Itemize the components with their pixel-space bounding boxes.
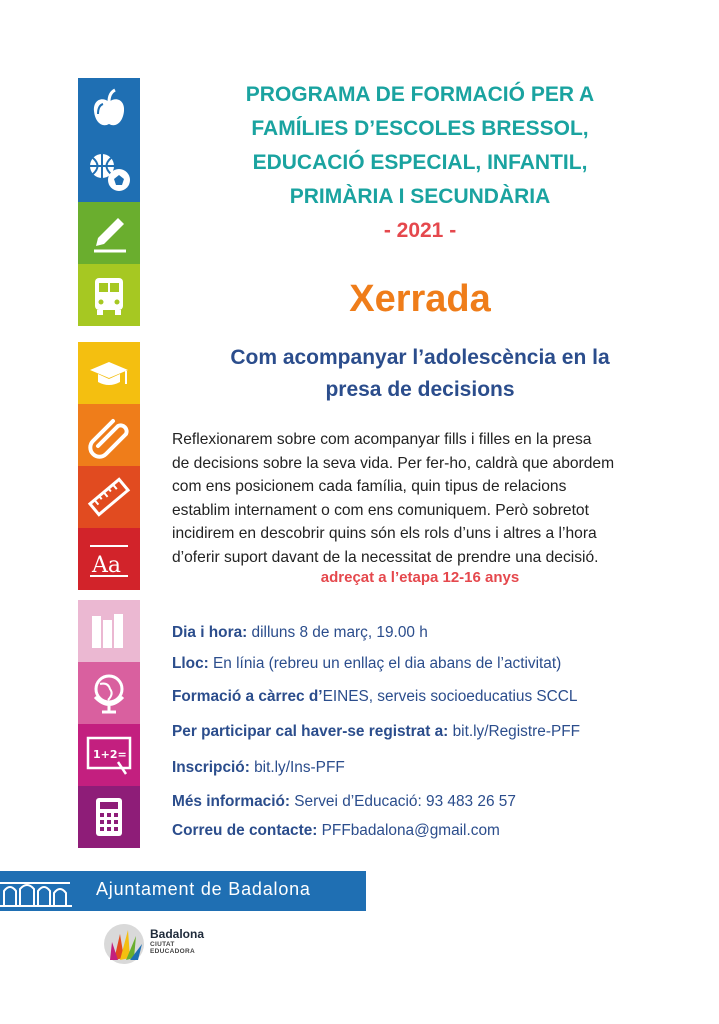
pencil-tile bbox=[78, 202, 140, 264]
header-line: EDUCACIÓ ESPECIAL, INFANTIL, bbox=[252, 151, 588, 174]
header-line: FAMÍLIES D’ESCOLES BRESSOL, bbox=[251, 117, 589, 140]
info-value: EINES, serveis socioeducatius SCCL bbox=[322, 688, 578, 705]
svg-text:1+2=: 1+2= bbox=[93, 748, 127, 761]
info-value: dilluns 8 de març, 19.00 h bbox=[247, 624, 428, 641]
contact-email[interactable]: PFFbadalona@gmail.com bbox=[317, 822, 500, 839]
talk-title bbox=[170, 342, 670, 406]
bus-icon bbox=[78, 264, 140, 326]
header-line: PRIMÀRIA I SECUNDÀRIA bbox=[289, 185, 551, 208]
info-label: Per participar cal haver-se registrat a: bbox=[172, 723, 449, 740]
chalkboard-icon bbox=[78, 724, 140, 786]
balls-icon bbox=[78, 140, 140, 202]
info-label: Lloc: bbox=[172, 655, 209, 672]
logo-subtitle: CIUTAT bbox=[150, 941, 175, 948]
registration-link[interactable]: bit.ly/Registre-PFF bbox=[448, 723, 581, 740]
info-signup bbox=[172, 759, 692, 777]
info-label: Més informació: bbox=[172, 793, 291, 810]
header-line: PROGRAMA DE FORMACIÓ PER A bbox=[245, 83, 595, 106]
info-registration-required bbox=[172, 723, 692, 741]
info-date-time bbox=[172, 624, 692, 642]
talk-description bbox=[172, 428, 662, 570]
pencil-icon bbox=[78, 202, 140, 264]
talk-title-line: presa de decisions bbox=[325, 378, 515, 401]
description-line: incidirem en descobrir quins són els rols d’uns i altres a l’hora bbox=[172, 525, 597, 543]
info-label: Correu de contacte: bbox=[172, 822, 318, 839]
books-tile bbox=[78, 600, 140, 662]
calculator-tile bbox=[78, 786, 140, 848]
globe-tile bbox=[78, 662, 140, 724]
info-label: Formació a càrrec d’ bbox=[172, 688, 323, 705]
signup-link[interactable]: bit.ly/Ins-PFF bbox=[249, 759, 345, 776]
apple-icon bbox=[78, 78, 140, 140]
chalkboard-tile bbox=[78, 724, 140, 786]
city-council-bar bbox=[0, 871, 366, 911]
city-crest-icon bbox=[0, 871, 82, 911]
svg-text:Aa: Aa bbox=[92, 553, 122, 578]
info-more bbox=[172, 793, 692, 811]
description-line: d’oferir suport davant de la necessitat de prendre una decisió. bbox=[172, 548, 599, 566]
info-label: Dia i hora: bbox=[172, 624, 248, 641]
info-location bbox=[172, 655, 692, 673]
aa-letters-icon bbox=[78, 528, 140, 590]
info-label: Inscripció: bbox=[172, 759, 250, 776]
info-value: Servei d’Educació: 93 483 26 57 bbox=[290, 793, 516, 810]
paperclip-icon bbox=[78, 404, 140, 466]
description-line: com ens posicionem cada família, quin tipus de relacions bbox=[172, 478, 567, 496]
ciutat-educadora-logo-icon bbox=[100, 920, 148, 968]
letters-tile bbox=[78, 528, 140, 590]
logo-subtitle: EDUCADORA bbox=[150, 948, 195, 955]
globe-icon bbox=[78, 662, 140, 724]
bus-tile bbox=[78, 264, 140, 326]
audience-note: adreçat a l’etapa 12-16 anys bbox=[320, 569, 520, 586]
books-icon bbox=[78, 600, 140, 662]
description-line: de decisions sobre la seva vida. Per fer-ho, caldrà que abordem bbox=[172, 454, 615, 472]
ruler-icon bbox=[78, 466, 140, 528]
paperclip-tile bbox=[78, 404, 140, 466]
graduation-tile bbox=[78, 342, 140, 404]
info-value: En línia (rebreu un enllaç el dia abans de l’activitat) bbox=[208, 655, 562, 672]
ruler-tile bbox=[78, 466, 140, 528]
balls-tile bbox=[78, 140, 140, 202]
talk-title-line: Com acompanyar l’adolescència en la bbox=[230, 346, 610, 369]
program-header bbox=[160, 78, 680, 248]
logo-city-name: Badalona bbox=[150, 927, 205, 941]
program-year: - 2021 - bbox=[383, 219, 457, 242]
description-line: establim internament o com ens comuniquem. Però sobretot bbox=[172, 501, 589, 519]
info-trainer bbox=[172, 688, 692, 706]
description-line: Reflexionarem sobre com acompanyar fills i filles en la presa bbox=[172, 431, 592, 448]
info-contact bbox=[172, 822, 692, 840]
apple-tile bbox=[78, 78, 140, 140]
city-council-name: Ajuntament de Badalona bbox=[96, 879, 311, 899]
ciutat-educadora-text bbox=[150, 928, 204, 955]
graduation-cap-icon bbox=[78, 342, 140, 404]
event-type: Xerrada bbox=[349, 278, 491, 320]
calculator-icon bbox=[78, 786, 140, 848]
